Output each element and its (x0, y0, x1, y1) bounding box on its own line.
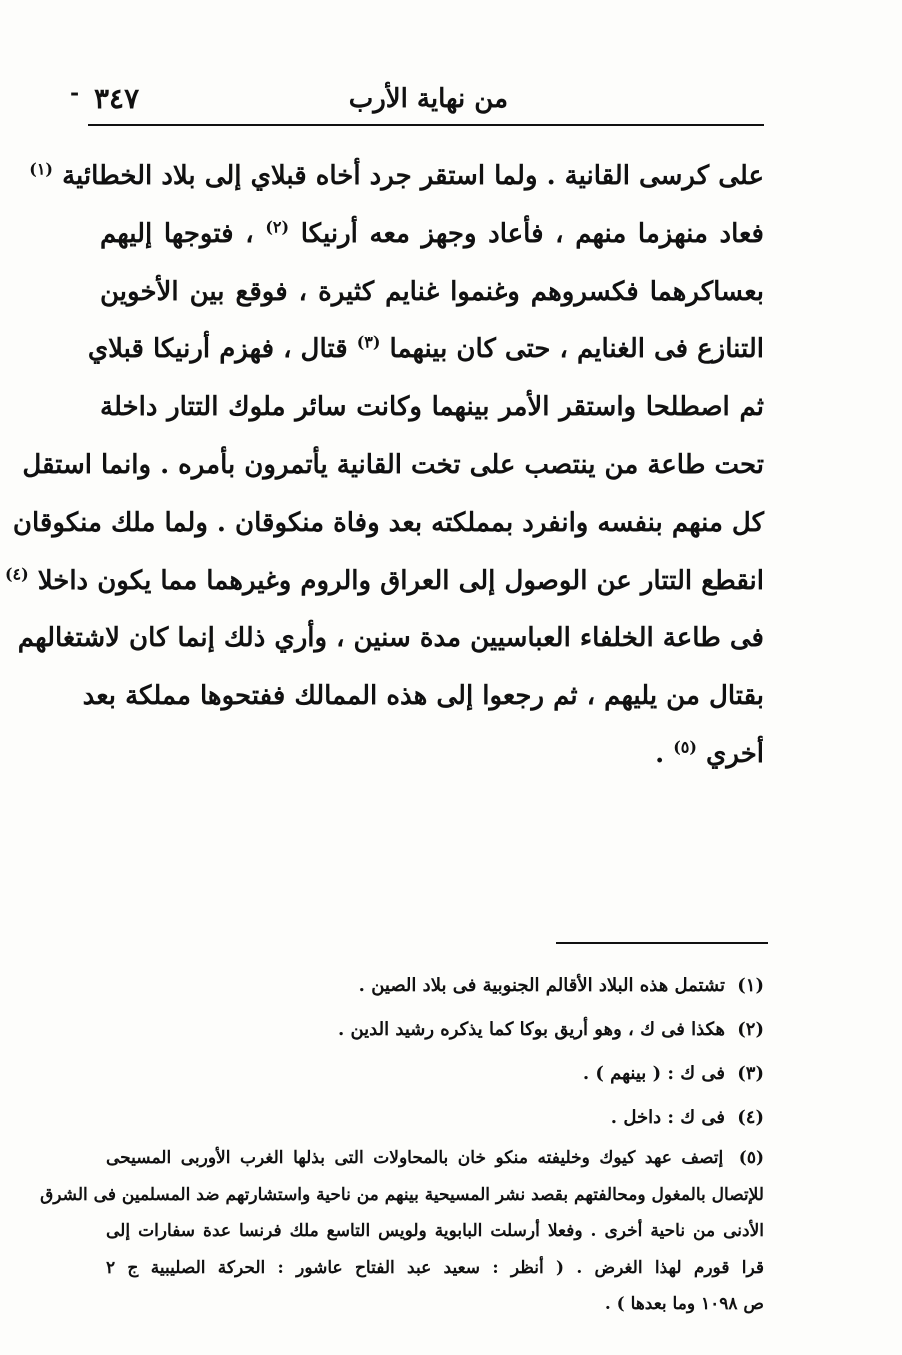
footnote-number: (٤) (737, 1107, 764, 1128)
footnote-line: الأدنى من ناحية أخرى . وفعلا أرسلت البابوية ولويس التاسع ملك فرنسا عدة سفارات إلى (106, 1221, 764, 1242)
note-ref-3: (٣) (356, 332, 381, 352)
page-number: ٣٤٧ (94, 82, 140, 115)
text-line-10: بقتال من يليهم ، ثم رجعوا إلى هذه الممالك ففتحوها مملكة بعد (82, 681, 764, 712)
footnote-line: للإتصال بالمغول ومحالفتهم بقصد نشر المسيحية بينهم من ناحية واستشارتهم ضد المسلمين فى الشرق (40, 1184, 764, 1205)
footnote-line: ص ١٠٩٨ وما بعدها ) . (604, 1294, 764, 1315)
running-title: من نهاية الأرب (348, 84, 508, 114)
footnote-1 (106, 964, 764, 1008)
footnote-line: قرا قورم لهذا الغرض . ( أنظر : سعيد عبد الفتاح عاشور : الحركة الصليبية ج ٢ (106, 1257, 764, 1278)
footnote-number: (٣) (737, 1063, 764, 1084)
footnote-number: (٢) (737, 1019, 764, 1040)
text-line-1: على كرسى القانية . ولما استقر جرد أخاه قبلاي إلى بلاد الخطائية $^{(١)}$ (29, 159, 764, 191)
footnote-text: تشتمل هذه البلاد الأقالم الجنوبية فى بلاد الصين . (358, 975, 725, 996)
text-line-11: أخري $^{(٥)}$ . (655, 737, 764, 769)
text-line-3: بعساكرهما فكسروهم وغنموا غنايم كثيرة ، فوقع بين الأخوين (100, 276, 764, 307)
text-line-8: انقطع التتار عن الوصول إلى العراق والروم وغيرهما مما يكون داخلا $^{(٤)}$ (4, 563, 764, 596)
note-ref-1: (١) (29, 159, 53, 179)
footnote-3 (106, 1052, 764, 1096)
footnote-4 (106, 1096, 764, 1140)
footnote-number: (١) (737, 975, 764, 996)
running-head (70, 78, 770, 122)
footnote-line: (٥) إتصف عهد كيوك وخليفته منكو خان بالمحاولات التى بذلها الغرب الأوربى المسيحى (106, 1140, 764, 1177)
text-line-2: فعاد منهزما منهم ، فأعاد وجهز معه أرنيكا $^{(٢)}$ ، فتوجها إليهم (100, 217, 764, 249)
footnote-5 (40, 1140, 764, 1323)
footnotes (40, 964, 764, 1323)
note-ref-4: (٤) (4, 563, 29, 583)
text-line-5: ثم اصطلحا واستقر الأمر بينهما وكانت سائر ملوك التتار داخلة (100, 392, 764, 423)
footnote-text: فى ك : ( بينهم ) . (582, 1063, 725, 1084)
footnote-2 (106, 1008, 764, 1052)
footnote-rule (556, 942, 768, 944)
footnote-text: هكذا فى ك ، وهو أريق بوكا كما يذكره رشيد الدين . (337, 1019, 725, 1040)
text-line-6: تحت طاعة من ينتصب على تخت القانية يأتمرون بأمره . وانما استقل (22, 449, 764, 480)
note-ref-2: (٢) (265, 217, 290, 237)
footnote-text: فى ك : داخل . (610, 1107, 725, 1128)
page-mark: - (70, 80, 80, 106)
note-ref-5: (٥) (673, 737, 697, 757)
footnote-number: (٥) (738, 1148, 764, 1168)
text-line-9: فى طاعة الخلفاء العباسيين مدة سنين ، وأري ذلك إنما كان لاشتغالهم (17, 623, 764, 654)
text-line-4: التنازع فى الغنايم ، حتى كان بينهما $^{(٣)}$ قتال ، فهزم أرنيكا قبلاي (87, 332, 764, 365)
main-text (4, 148, 764, 784)
header-rule (88, 124, 764, 126)
text-line-7: كل منهم بنفسه وانفرد بمملكته بعد وفاة منكوقان . ولما ملك منكوقان (12, 507, 764, 538)
